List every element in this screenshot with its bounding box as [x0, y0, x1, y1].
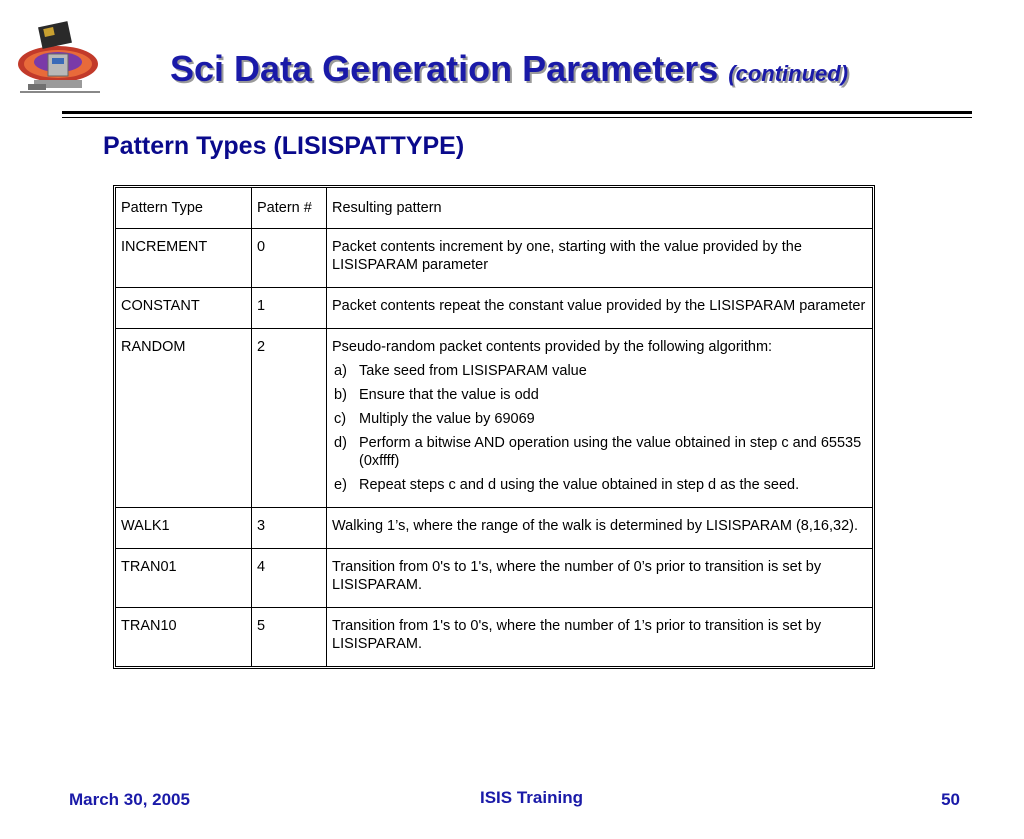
row-description-cell — [327, 329, 873, 508]
page-number: 50 — [941, 790, 960, 809]
row-description: Transition from 1's to 0's, where the number of 1’s prior to transition is set by LISISPARAM. — [327, 608, 873, 667]
algorithm-step — [332, 362, 867, 380]
step-text: Take seed from LISISPARAM value — [359, 363, 587, 379]
row-pattern-number: 4 — [252, 549, 327, 608]
row-pattern-type: TRAN10 — [121, 618, 177, 634]
footer-date: March 30, 2005 — [69, 790, 190, 809]
row-pattern-type: CONSTANT — [116, 288, 252, 329]
algorithm-steps — [332, 362, 867, 494]
algorithm-step — [332, 476, 867, 494]
row-description: Packet contents repeat the constant value provided by the LISISPARAM parameter — [327, 288, 873, 329]
step-label: e) — [334, 477, 347, 493]
row-pattern-type: INCREMENT — [116, 229, 252, 288]
table-row — [116, 508, 872, 549]
row-pattern-number: 0 — [252, 229, 327, 288]
pattern-types-table — [113, 185, 875, 669]
row-pattern-number: 3 — [252, 508, 327, 549]
step-label: a) — [334, 363, 347, 379]
table-row — [116, 608, 872, 667]
step-text: Multiply the value by 69069 — [359, 411, 535, 427]
row-pattern-number: 1 — [252, 288, 327, 329]
algorithm-step — [332, 386, 867, 404]
row-pattern-type: TRAN01 — [116, 549, 252, 608]
satellite-logo-icon — [14, 18, 106, 98]
row-description: Packet contents increment by one, starting with the value provided by the LISISPARAM parameter — [327, 229, 873, 288]
step-label: b) — [334, 387, 347, 403]
row-pattern-number: 2 — [252, 329, 327, 508]
header-pattern-number: Patern # — [252, 188, 327, 229]
step-text: Repeat steps c and d using the value obtained in step d as the seed. — [359, 477, 800, 493]
step-text: Ensure that the value is odd — [359, 387, 539, 403]
algorithm-step — [332, 410, 867, 428]
table-row — [116, 329, 872, 508]
section-heading: Pattern Types (LISISPATTYPE) — [103, 132, 465, 160]
slide-title-suffix: (continued) — [728, 61, 849, 86]
slide-title-text: Sci Data Generation Parameters — [170, 48, 719, 89]
table-row — [116, 549, 872, 608]
row-pattern-type: RANDOM — [116, 329, 252, 508]
header-resulting-pattern: Resulting pattern — [327, 188, 873, 229]
step-text: Perform a bitwise AND operation using the value obtained in step c and 65535 (0xffff) — [359, 435, 862, 469]
algorithm-step — [332, 434, 867, 470]
row-description: Pseudo-random packet contents provided by the following algorithm: — [332, 339, 773, 355]
slide-title — [170, 48, 848, 90]
table-row — [116, 288, 872, 329]
row-description: Walking 1’s, where the range of the walk is determined by LISISPARAM (8,16,32). — [327, 508, 873, 549]
table-header-row — [116, 188, 872, 229]
row-pattern-number: 5 — [252, 608, 327, 667]
step-label: c) — [334, 411, 347, 427]
title-divider — [62, 111, 972, 118]
row-pattern-type: WALK1 — [116, 508, 252, 549]
step-label: d) — [334, 435, 347, 451]
footer-title: ISIS Training — [480, 788, 583, 807]
header-pattern-type: Pattern Type — [116, 188, 252, 229]
table-row — [116, 229, 872, 288]
row-description: Transition from 0's to 1's, where the number of 0’s prior to transition is set by LISISPARAM. — [327, 549, 873, 608]
